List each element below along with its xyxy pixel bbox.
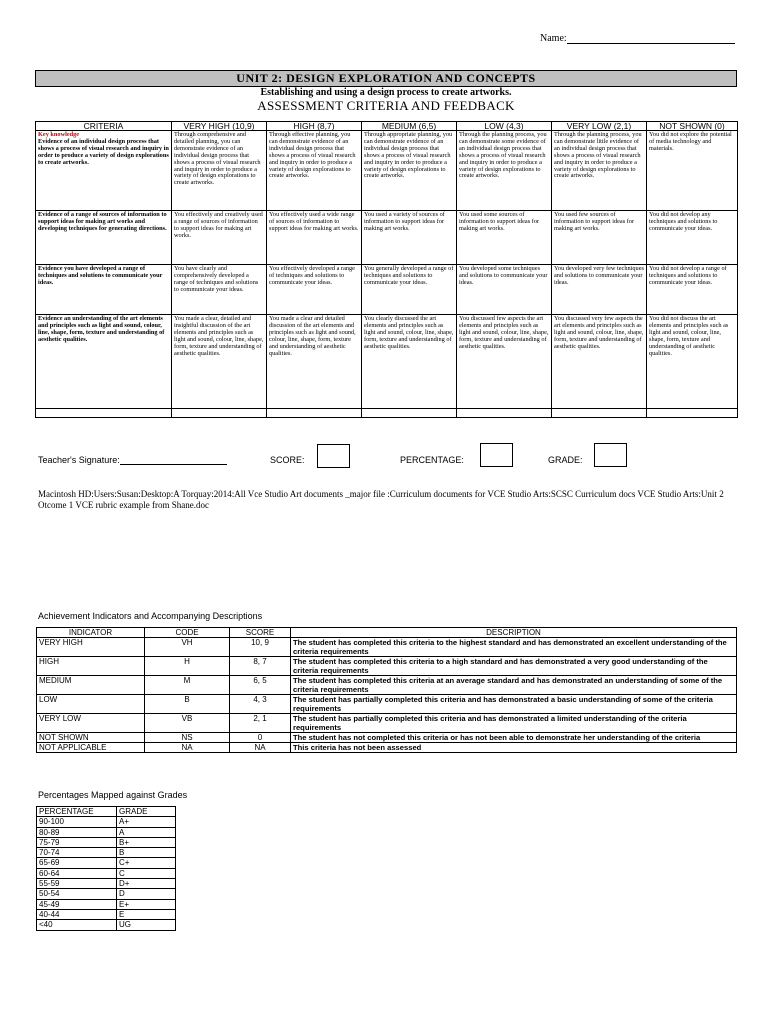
grade-cell: B+	[117, 837, 176, 847]
code-cell: VH	[145, 638, 230, 657]
achievement-header: INDICATOR	[37, 628, 145, 638]
empty-cell	[172, 409, 267, 418]
rubric-empty-row	[36, 409, 738, 418]
empty-cell	[362, 409, 457, 418]
grade-cell: B	[117, 848, 176, 858]
rubric-header-row	[36, 122, 738, 131]
percentage-cell: 45-49	[37, 899, 117, 909]
percentage-cell: 60-64	[37, 868, 117, 878]
grades-title: Percentages Mapped against Grades	[38, 790, 188, 800]
rubric-cell: You effectively and creatively used a range of sources of information to support ideas for making art works.	[172, 211, 267, 265]
grade-cell: E	[117, 909, 176, 919]
percentage-cell: 90-100	[37, 817, 117, 827]
percentage-cell: 40-44	[37, 909, 117, 919]
indicator-cell: NOT APPLICABLE	[37, 743, 145, 753]
name-field[interactable]	[540, 33, 735, 44]
rubric-cell: Through appropriate planning, you can demonstrate evidence of an individual design process that shows a process of visual research and inquiry in order to produce a variety of design explorations to create artworks.	[362, 131, 457, 211]
achievement-table	[36, 627, 737, 753]
grades-header: GRADE	[117, 807, 176, 817]
indicator-cell: MEDIUM	[37, 676, 145, 695]
percentage-cell: <40	[37, 920, 117, 930]
achievement-row	[37, 714, 737, 733]
score-cell: 4, 3	[230, 695, 291, 714]
achievement-row	[37, 743, 737, 753]
achievement-row	[37, 695, 737, 714]
grade-cell: D	[117, 889, 176, 899]
grade-row	[37, 868, 176, 878]
description-cell: The student has not completed this criteria or has not been able to demonstrate her understanding of the criteria	[291, 733, 737, 743]
grade-row	[37, 848, 176, 858]
code-cell: VB	[145, 714, 230, 733]
code-cell: B	[145, 695, 230, 714]
grade-cell: E+	[117, 899, 176, 909]
criteria-cell: Evidence you have developed a range of techniques and solutions to communicate your ideas.	[36, 265, 172, 315]
rubric-header: NOT SHOWN (0)	[647, 122, 738, 131]
grade-row	[37, 837, 176, 847]
grades-table	[36, 806, 176, 931]
rubric-cell: You developed very few techniques and solutions to communicate your ideas.	[552, 265, 647, 315]
rubric-row	[36, 265, 738, 315]
rubric-cell: You effectively used a wide range of sources of information to support ideas for making art works.	[267, 211, 362, 265]
grade-row	[37, 879, 176, 889]
score-cell: 0	[230, 733, 291, 743]
rubric-header: VERY HIGH (10,9)	[172, 122, 267, 131]
rubric-cell: You discussed very few aspects the art elements and principles such as light and sound, colour, line, shape, form, texture and understanding of aesthetic qualities.	[552, 315, 647, 409]
grade-row	[37, 889, 176, 899]
percentage-cell: 75-79	[37, 837, 117, 847]
grades-header-row	[37, 807, 176, 817]
rubric-header: LOW (4,3)	[457, 122, 552, 131]
criteria-cell: Evidence of a range of sources of information to support ideas for making art works and developing techniques for generating directions.	[36, 211, 172, 265]
rubric-header: VERY LOW (2,1)	[552, 122, 647, 131]
code-cell: H	[145, 657, 230, 676]
criteria-cell: Evidence an understanding of the art elements and principles such as light and sound, colour, line, shape, form, texture and understanding of aesthetic qualities.	[36, 315, 172, 409]
unit-title: UNIT 2: DESIGN EXPLORATION AND CONCEPTS	[35, 70, 737, 87]
grade-row	[37, 858, 176, 868]
achievement-row	[37, 676, 737, 695]
grade-row	[37, 909, 176, 919]
score-cell: 10, 9	[230, 638, 291, 657]
achievement-row	[37, 638, 737, 657]
rubric-cell: You used a variety of sources of information to support ideas for making art works.	[362, 211, 457, 265]
percentage-cell: 80-89	[37, 827, 117, 837]
indicator-cell: NOT SHOWN	[37, 733, 145, 743]
teacher-signature	[38, 455, 227, 465]
subtitle: Establishing and using a design process to create artworks.	[260, 87, 512, 98]
code-cell: NS	[145, 733, 230, 743]
description-cell: The student has partially completed this criteria and has demonstrated a basic understanding of some of the criteria requirements	[291, 695, 737, 714]
assessment-title: ASSESSMENT CRITERIA AND FEEDBACK	[257, 98, 515, 113]
criteria-text: Evidence of an individual design process that shows a process of visual research and inquiry in order to produce a variety of design explorations to create artworks.	[38, 137, 169, 166]
indicator-cell: HIGH	[37, 657, 145, 676]
rubric-cell: You did not develop a range of techniques and solutions to communicate your ideas.	[647, 265, 738, 315]
percentage-box[interactable]	[480, 443, 513, 467]
name-label: Name:	[540, 33, 567, 44]
achievement-row	[37, 657, 737, 676]
rubric-cell: Through the planning process, you can demonstrate some evidence of an individual design process that shows a process of visual research and inquiry in order to produce a variety of design explorations to create artworks.	[457, 131, 552, 211]
grade-cell: UG	[117, 920, 176, 930]
rubric-cell: You made a clear, detailed and insightful discussion of the art elements and principles such as light and sound, colour, line, shape, form, texture and understanding of aesthetic qualities.	[172, 315, 267, 409]
score-cell: 2, 1	[230, 714, 291, 733]
percentage-cell: 65-69	[37, 858, 117, 868]
score-cell: NA	[230, 743, 291, 753]
rubric-cell: You have clearly and comprehensively developed a range of techniques and solutions to communicate your ideas.	[172, 265, 267, 315]
score-cell: 8, 7	[230, 657, 291, 676]
score-box[interactable]	[317, 444, 350, 468]
percentage-cell: 70-74	[37, 848, 117, 858]
empty-cell	[647, 409, 738, 418]
rubric-cell: You used some sources of information to support ideas for making art works.	[457, 211, 552, 265]
grade-cell: A+	[117, 817, 176, 827]
rubric-row	[36, 211, 738, 265]
indicator-cell: VERY HIGH	[37, 638, 145, 657]
rubric-cell: You did not discuss the art elements and principles such as light and sound, colour, line, shape, form, texture and understanding of aesthetic qualities.	[647, 315, 738, 409]
achievement-header-row	[37, 628, 737, 638]
code-cell: M	[145, 676, 230, 695]
achievement-header: DESCRIPTION	[291, 628, 737, 638]
rubric-row	[36, 131, 738, 211]
name-underline[interactable]	[567, 34, 735, 44]
score-label: SCORE:	[270, 455, 305, 465]
description-cell: The student has completed this criteria at an average standard and has demonstrated an understanding of some of the criteria requirements	[291, 676, 737, 695]
rubric-header: CRITERIA	[36, 122, 172, 131]
file-path: Macintosh HD:Users:Susan:Desktop:A Torquay:2014:All Vce Studio Art documents _major file :Curriculum documents for VCE Studio Arts:SCSC Curriculum docs VCE Studio Arts:Unit 2 Otcome 1 VCE rubric example from Shane.doc	[38, 489, 724, 510]
rubric-cell: You effectively developed a range of techniques and solutions to communicate your ideas.	[267, 265, 362, 315]
rubric-cell: You discussed few aspects the art elements and principles such as light and sound, colour, line, shape, form, texture and understanding of aesthetic qualities.	[457, 315, 552, 409]
grade-label: GRADE:	[548, 455, 583, 465]
grade-box[interactable]	[594, 443, 627, 467]
empty-cell	[36, 409, 172, 418]
percentage-cell: 55-59	[37, 879, 117, 889]
description-cell: The student has partially completed this criteria and has demonstrated a limited understanding of the criteria requirements	[291, 714, 737, 733]
empty-cell	[457, 409, 552, 418]
rubric-header: MEDIUM (6,5)	[362, 122, 457, 131]
rubric-cell: You did not develop any techniques and solutions to communicate your ideas.	[647, 211, 738, 265]
rubric-cell: Through the planning process, you can demonstrate little evidence of an individual design process that shows a process of visual research and inquiry in order to produce a variety of design explorations to create artworks.	[552, 131, 647, 211]
percentage-cell: 50-54	[37, 889, 117, 899]
achievement-row	[37, 733, 737, 743]
key-knowledge-label: Key knowledge	[38, 131, 80, 138]
code-cell: NA	[145, 743, 230, 753]
rubric-table	[35, 121, 738, 418]
empty-cell	[552, 409, 647, 418]
description-cell: The student has completed this criteria to the highest standard and has demonstrated an excellent understanding of the criteria requirements	[291, 638, 737, 657]
percentage-label: PERCENTAGE:	[400, 455, 464, 465]
score-cell: 6, 5	[230, 676, 291, 695]
rubric-cell: You generally developed a range of techniques and solutions to communicate your ideas.	[362, 265, 457, 315]
grade-row	[37, 827, 176, 837]
grade-cell: A	[117, 827, 176, 837]
rubric-cell: You clearly discussed the art elements and principles such as light and sound, colour, line, shape, form, texture and understanding of aesthetic qualities.	[362, 315, 457, 409]
rubric-cell: Through effective planning, you can demonstrate evidence of an individual design process that shows a process of visual research and inquiry in order to produce a variety of design explorations to create artworks.	[267, 131, 362, 211]
description-cell: The student has completed this criteria to a high standard and has demonstrated a very good understanding of the criteria requirements	[291, 657, 737, 676]
rubric-cell: You developed some techniques and solutions to communicate your ideas.	[457, 265, 552, 315]
rubric-row	[36, 315, 738, 409]
achievement-header: SCORE	[230, 628, 291, 638]
achievement-header: CODE	[145, 628, 230, 638]
rubric-cell: You did not explore the potential of media technology and materials.	[647, 131, 738, 211]
achievement-title: Achievement Indicators and Accompanying Descriptions	[38, 611, 263, 621]
indicator-cell: LOW	[37, 695, 145, 714]
description-cell: This criteria has not been assessed	[291, 743, 737, 753]
grade-cell: D+	[117, 879, 176, 889]
grades-header: PERCENTAGE	[37, 807, 117, 817]
signature-line[interactable]	[120, 455, 227, 465]
criteria-cell	[36, 131, 172, 211]
rubric-cell: You made a clear and detailed discussion of the art elements and principles such as light and sound, colour, line, shape, form, texture and understanding of aesthetic qualities.	[267, 315, 362, 409]
grade-cell: C+	[117, 858, 176, 868]
empty-cell	[267, 409, 362, 418]
grade-row	[37, 899, 176, 909]
rubric-header: HIGH (8,7)	[267, 122, 362, 131]
grade-row	[37, 920, 176, 930]
grade-cell: C	[117, 868, 176, 878]
rubric-cell: You used few sources of information to support ideas for making art works.	[552, 211, 647, 265]
grade-row	[37, 817, 176, 827]
teacher-signature-label: Teacher's Signature:	[38, 455, 120, 465]
indicator-cell: VERY LOW	[37, 714, 145, 733]
rubric-cell: Through comprehensive and detailed planning, you can demonstrate evidence of an individual design process that shows a process of visual research and inquiry in order to produce a variety of design explorations to create artworks.	[172, 131, 267, 211]
